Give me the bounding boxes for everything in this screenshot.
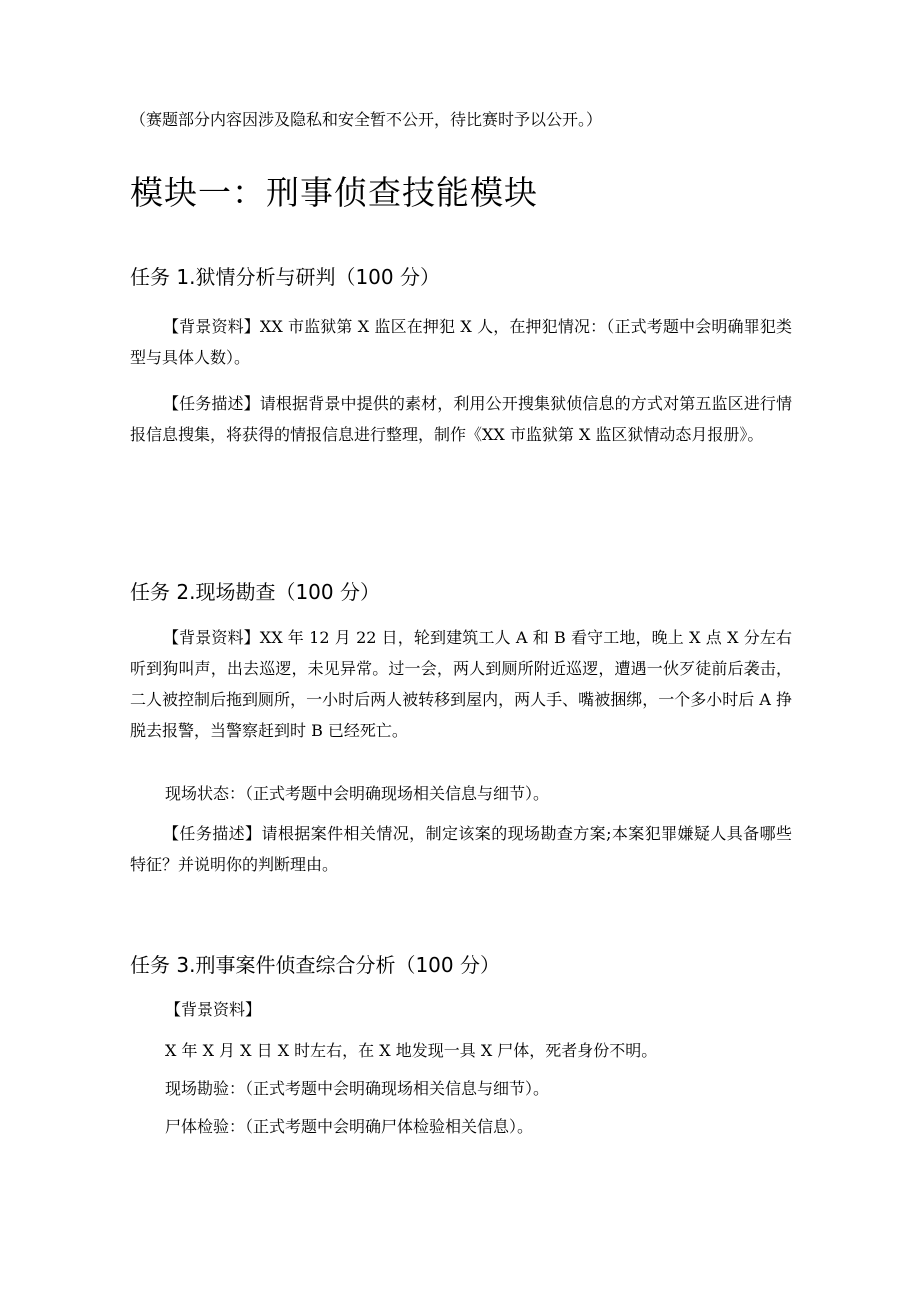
task3-line-discovery: X 年 X 月 X 日 X 时左右，在 X 地发现一具 X 尸体，死者身份不明。 (165, 1041, 658, 1060)
task3-background-label: 【背景资料】 (165, 1000, 262, 1019)
task2-description (130, 818, 792, 880)
task2-scene-status: 现场状态：（正式考题中会明确现场相关信息与细节）。 (165, 784, 550, 803)
task1-title: 任务 1.狱情分析与研判（100 分） (130, 265, 440, 289)
module-title: 模块一：刑事侦查技能模块 (130, 173, 538, 212)
task2-background-label: 【背景资料】 (163, 628, 260, 647)
task1-task-label: 【任务描述】 (163, 394, 260, 413)
task2-task-text: 请根据案件相关情况，制定该案的现场勘查方案;本案犯罪嫌疑人具备哪些特征？并说明你的判断理由。 (130, 824, 792, 874)
task3-title: 任务 3.刑事案件侦查综合分析（100 分） (130, 953, 500, 977)
task3-line-scene-inspection: 现场勘验：（正式考题中会明确现场相关信息与细节）。 (165, 1079, 550, 1098)
notice-text: （赛题部分内容因涉及隐私和安全暂不公开，待比赛时予以公开。） (130, 110, 603, 129)
task1-background-label: 【背景资料】 (163, 317, 260, 336)
task1-task-text: 请根据背景中提供的素材，利用公开搜集狱侦信息的方式对第五监区进行情报信息搜集，将获得的情报信息进行整理，制作《XX 市监狱第 X 监区狱情动态月报册》。 (130, 394, 792, 444)
task2-title: 任务 2.现场勘查（100 分） (130, 580, 380, 604)
task2-background (130, 622, 792, 746)
task2-background-text: XX 年 12 月 22 日，轮到建筑工人 A 和 B 看守工地，晚上 X 点 X 分左右听到狗叫声，出去巡逻，未见异常。过一会，两人到厕所附近巡逻，遭遇一伙歹徒前后袭击，二人被控制后拖到厕所，一小时后两人被转移到屋内，两人手、嘴被捆绑，一个多小时后 A 挣脱去报警，当警察赶到时 B 已经死亡。 (130, 628, 792, 740)
task1-description (130, 388, 792, 450)
task1-background (130, 311, 792, 373)
task3-line-autopsy: 尸体检验：（正式考题中会明确尸体检验相关信息）。 (165, 1117, 534, 1136)
task2-task-label: 【任务描述】 (163, 824, 262, 843)
task1-background-text: XX 市监狱第 X 监区在押犯 X 人，在押犯情况：（正式考题中会明确罪犯类型与具体人数）。 (130, 317, 792, 367)
